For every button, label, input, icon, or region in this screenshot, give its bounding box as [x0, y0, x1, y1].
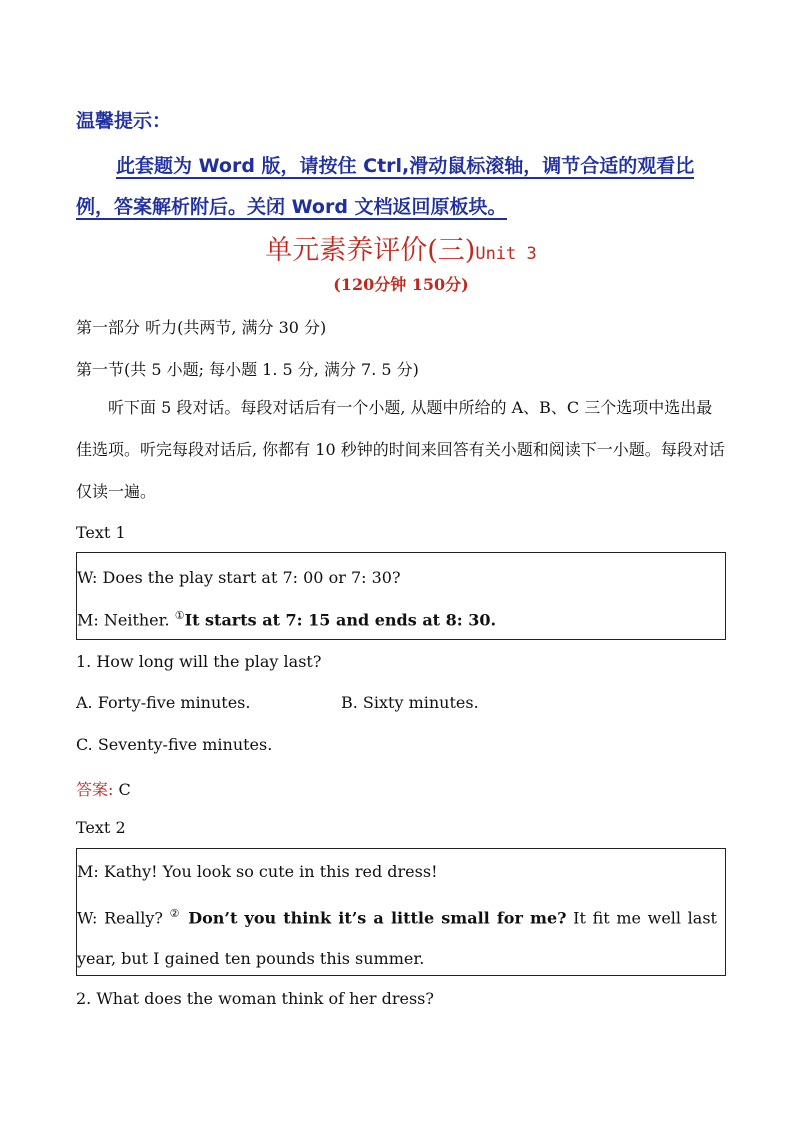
text2-line2: [77, 893, 717, 979]
annotation-mark-1: ①: [174, 609, 185, 622]
text1-transcript-box: [76, 552, 726, 640]
answer-label: 答案:: [76, 780, 114, 799]
text2-line2-bold: Don’t you think it’s a little small for me?: [181, 908, 567, 928]
text2-line2-rest: It fit me well last year, but I gained ten pounds this summer.: [77, 908, 717, 969]
title-unit: Unit 3: [475, 244, 537, 264]
answer-value: C: [113, 780, 131, 799]
option-1a: A. Forty-five minutes.: [76, 693, 251, 712]
text1-line2: [77, 609, 496, 629]
instructions: 听下面 5 段对话。每段对话后有一个小题, 从题中所给的 A、B、C 三个选项中选出最佳选项。听完每段对话后, 你都有 10 秒钟的时间来回答有关小题和阅读下一小题。每段对话仅读一遍。: [76, 398, 725, 501]
text1-label: Text 1: [76, 523, 126, 542]
page-title: [76, 228, 726, 267]
text2-label: Text 2: [76, 818, 126, 837]
page-subtitle: (120分钟 150分): [333, 275, 469, 294]
text2-line2-prefix: W: Really?: [77, 908, 170, 928]
answer-1: [76, 777, 131, 800]
text2-line1: M: Kathy! You look so cute in this red dress!: [77, 862, 438, 881]
option-1c: C. Seventy-five minutes.: [76, 735, 273, 754]
tip-body: [76, 146, 726, 228]
text1-line2-prefix: M: Neither.: [77, 610, 175, 630]
tip-title: 温馨提示：: [76, 110, 172, 132]
option-1b: B. Sixty minutes.: [341, 693, 479, 712]
section1-heading: 第一节(共 5 小题; 每小题 1. 5 分, 满分 7. 5 分): [76, 360, 419, 379]
title-main: 单元素养评价(三): [265, 235, 476, 266]
tip-body-text: 此套题为 Word 版，请按住 Ctrl,滑动鼠标滚轴，调节合适的观看比例，答案解析附后。关闭 Word 文档返回原板块。: [76, 155, 695, 218]
question-2: 2. What does the woman think of her dress?: [76, 989, 434, 1008]
annotation-mark-2: ②: [169, 907, 182, 920]
text1-line1: W: Does the play start at 7: 00 or 7: 30?: [77, 568, 401, 587]
text1-line2-bold: It starts at 7: 15 and ends at 8: 30.: [184, 610, 497, 630]
question-1: 1. How long will the play last?: [76, 652, 322, 671]
part1-heading: 第一部分 听力(共两节, 满分 30 分): [76, 318, 327, 337]
text2-transcript-box: [76, 848, 726, 976]
